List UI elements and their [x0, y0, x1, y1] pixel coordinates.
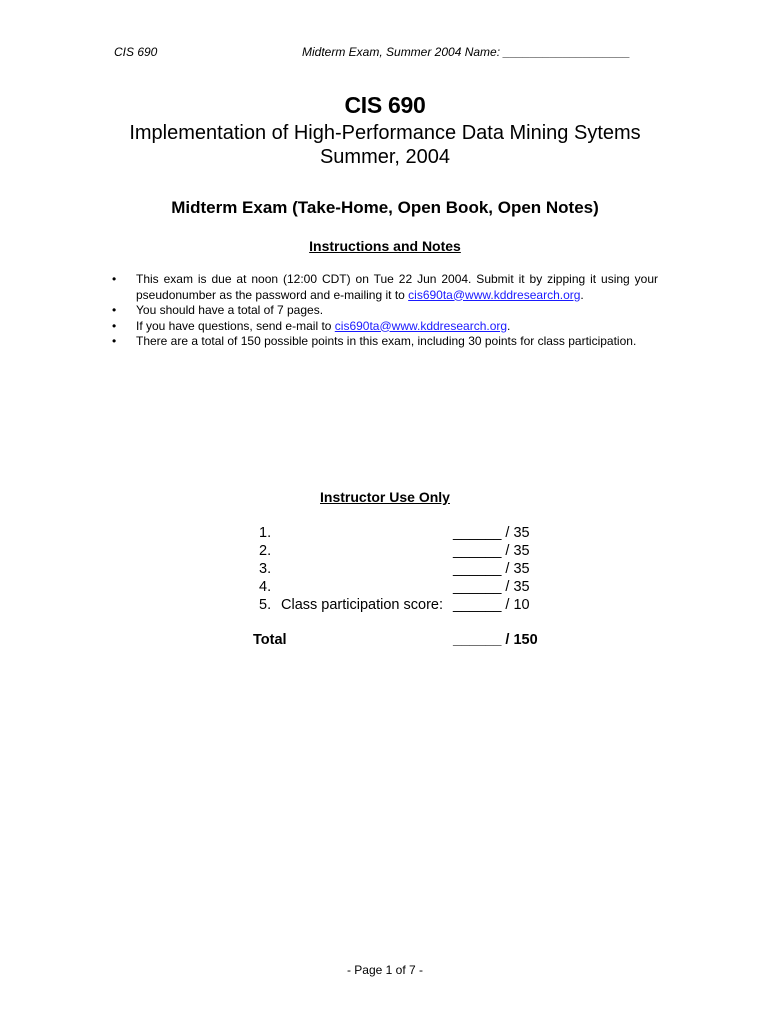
email-link[interactable]: cis690ta@www.kddresearch.org: [408, 287, 581, 302]
course-subtitle: Implementation of High-Performance Data Mining Sytems: [129, 122, 641, 144]
course-term: Summer, 2004: [319, 146, 451, 168]
instructions-list: [112, 272, 658, 350]
bullet-icon: •: [112, 334, 117, 348]
course-title: CIS 690: [344, 92, 426, 118]
score-row: [259, 579, 559, 597]
score-number: 1.: [259, 525, 272, 541]
list-item: [112, 303, 658, 319]
score-label: Class participation score:: [281, 597, 443, 613]
score-row: [259, 543, 559, 561]
bullet-icon: •: [112, 318, 117, 333]
instructor-use-heading: Instructor Use Only: [320, 489, 450, 505]
list-item: [112, 319, 658, 335]
instruction-text: This exam is due at noon (12:00 CDT) on Tue 22 Jun 2004. Submit it by zipping it using your pseudonumber as the password and e-mailing it to: [136, 272, 658, 302]
score-blank: ______ / 35: [453, 525, 530, 541]
list-item: [112, 334, 658, 350]
score-blank: ______ / 10: [453, 597, 530, 613]
bullet-icon: •: [112, 303, 117, 317]
score-number: 3.: [259, 561, 272, 577]
score-row: [259, 561, 559, 579]
exam-heading: Midterm Exam (Take-Home, Open Book, Open Notes): [171, 198, 599, 217]
page-number: - Page 1 of 7 -: [346, 963, 424, 977]
score-blank: ______ / 35: [453, 579, 530, 595]
total-row: [253, 632, 563, 650]
score-blank: ______ / 35: [453, 561, 530, 577]
instruction-text-end: .: [507, 318, 511, 333]
score-row: [259, 525, 559, 543]
bullet-icon: •: [112, 272, 117, 286]
score-number: 5.: [259, 597, 272, 613]
instruction-text: There are a total of 150 possible points in this exam, including 30 points for class participation.: [136, 334, 637, 348]
running-header-exam-name: Midterm Exam, Summer 2004 Name: ___________________: [302, 45, 631, 59]
total-score: ______ / 150: [453, 632, 538, 648]
score-row: [259, 597, 559, 615]
instruction-text: You should have a total of 7 pages.: [136, 303, 324, 317]
score-blank: ______ / 35: [453, 543, 530, 559]
score-number: 2.: [259, 543, 272, 559]
score-number: 4.: [259, 579, 272, 595]
instruction-text-end: .: [580, 287, 584, 302]
running-header-course: CIS 690: [114, 45, 158, 59]
instruction-text: If you have questions, send e-mail to: [136, 318, 335, 333]
instructions-heading: Instructions and Notes: [309, 238, 461, 254]
total-label: Total: [253, 632, 287, 648]
list-item: [112, 272, 658, 303]
email-link[interactable]: cis690ta@www.kddresearch.org: [334, 318, 508, 333]
